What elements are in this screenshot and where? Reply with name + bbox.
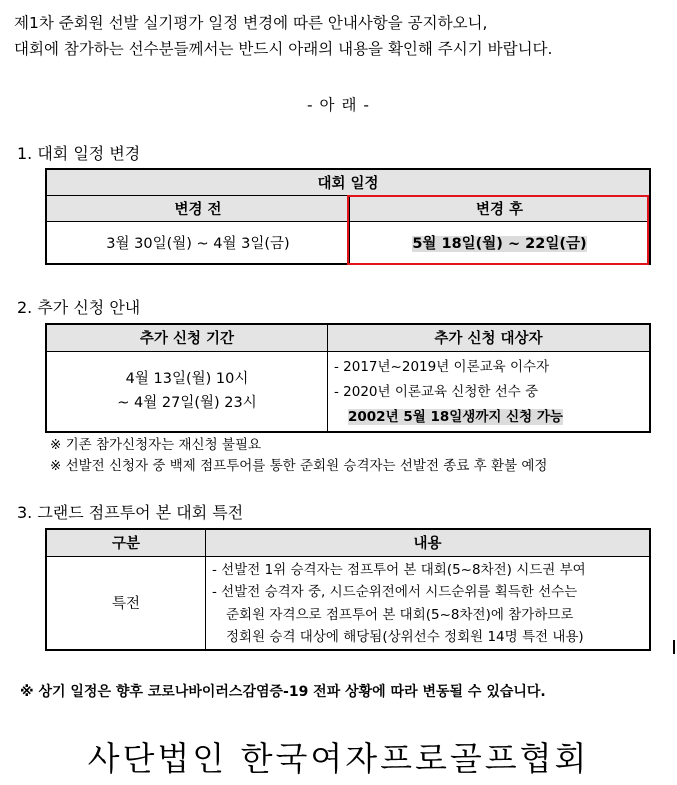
section2-title: 2. 추가 신청 안내 <box>17 298 141 317</box>
benefit-table <box>45 528 651 651</box>
schedule-table-title: 대회 일정 <box>46 169 650 195</box>
period-line-1: 4월 13일(월) 10시 <box>125 371 249 388</box>
col-before-header: 변경 전 <box>46 195 350 221</box>
col-after-header: 변경 후 <box>350 195 651 221</box>
footnote: ※ 상기 일정은 향후 코로나바이러스감염증-19 전파 상황에 따라 변동될 수 있습니다. <box>20 684 546 700</box>
intro-text <box>14 10 552 62</box>
col-content-header: 내용 <box>206 529 651 556</box>
application-table <box>45 323 651 433</box>
note-2: ※ 선발전 신청자 중 백제 점프투어를 통한 준회원 승격자는 선발전 종료 후 환불 예정 <box>50 458 548 474</box>
target-line-2: - 2020년 이론교육 신청한 선수 중 <box>334 383 539 400</box>
section3-title: 3. 그랜드 점프투어 본 대회 특전 <box>17 503 244 522</box>
category-value: 특전 <box>46 556 206 650</box>
section1-title: 1. 대회 일정 변경 <box>17 144 141 163</box>
organization-name: 사단법인 한국여자프로골프협회 <box>87 739 590 778</box>
after-highlight-box <box>347 195 649 265</box>
col-period-header: 추가 신청 기간 <box>46 324 328 351</box>
edge-mark <box>673 640 675 654</box>
target-line-1: - 2017년~2019년 이론교육 이수자 <box>334 358 550 375</box>
content-line-2: - 선발전 승격자 중, 시드순위전에서 시드순위를 획득한 선수는 <box>212 584 578 601</box>
target-line-3: 2002년 5월 18일생까지 신청 가능 <box>348 408 563 425</box>
note-1: ※ 기존 참가신청자는 재신청 불필요 <box>50 437 262 453</box>
content-line-3: 준회원 자격으로 점프투어 본 대회(5~8차전)에 참가하므로 <box>226 606 574 623</box>
col-category-header: 구분 <box>46 529 206 556</box>
col-target-header: 추가 신청 대상자 <box>328 324 651 351</box>
content-line-1: - 선발전 1위 승격자는 점프투어 본 대회(5~8차전) 시드권 부여 <box>212 561 586 578</box>
after-value: 5월 18일(월) ~ 22일(금) <box>412 235 587 252</box>
intro-line-2: 대회에 참가하는 선수분들께서는 반드시 아래의 내용을 확인해 주시기 바랍니다. <box>14 40 553 58</box>
before-value: 3월 30일(월) ~ 4월 3일(금) <box>46 221 350 264</box>
content-line-4: 정회원 승격 대상에 해당됨(상위선수 정회원 14명 특전 내용) <box>226 629 584 646</box>
intro-line-1: 제1차 준회원 선발 실기평가 일정 변경에 따른 안내사항을 공지하오니, <box>14 14 488 32</box>
arae-heading: - 아 래 - <box>307 96 370 114</box>
period-line-2: ~ 4월 27일(월) 23시 <box>117 395 257 412</box>
